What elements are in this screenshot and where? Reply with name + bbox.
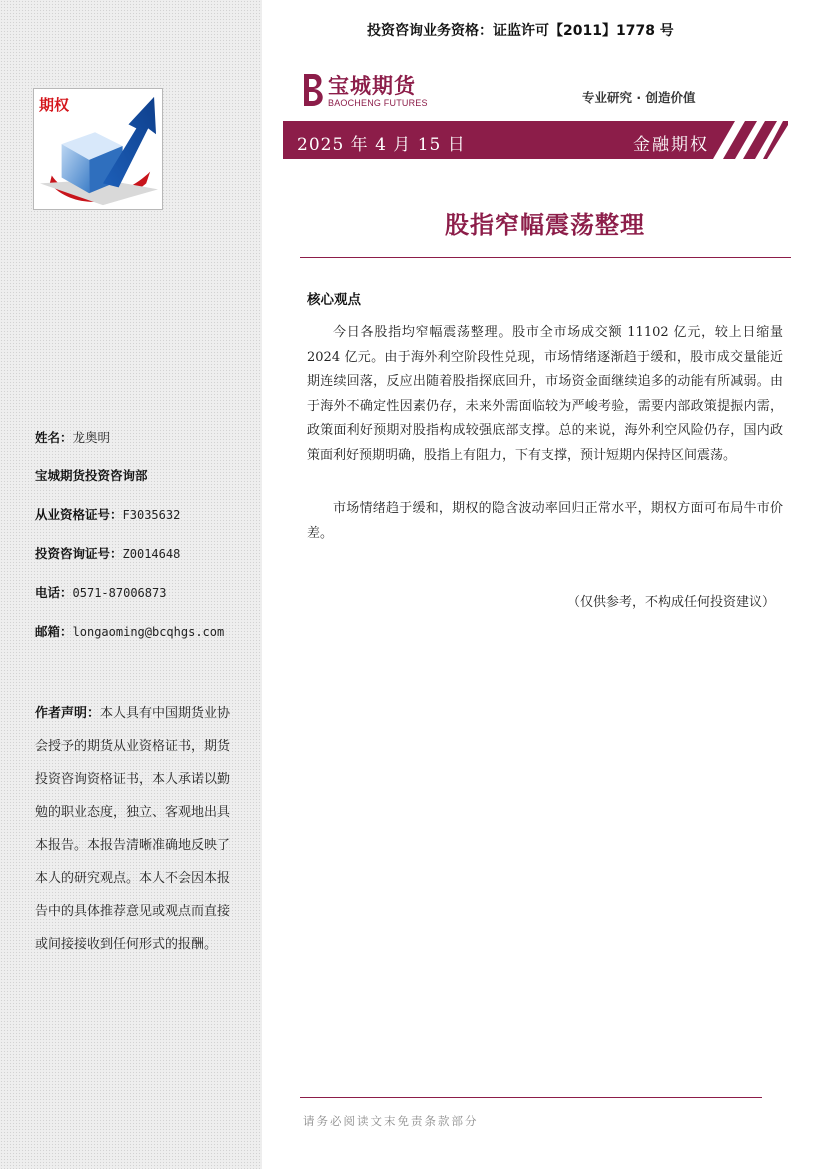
email [35,622,224,640]
title-divider [300,257,791,258]
report-date: 2025 年 4 月 15 日 [297,135,466,155]
report-category: 金融期权 [633,135,709,155]
cover-label: 期权 [39,96,70,114]
paragraph-1: 今日各股指均窄幅震荡整理。股市全市场成交额 11102 亿元，较上日缩量 2024 亿元。由于海外利空阶段性兑现，市场情绪逐渐趋于缓和，股市成交量能近期连续回落，反应出随着股指探底回升，市场资金面继续追多的动能有所减弱。由于海外不确定性因素仍存，未来外需面临较为严峻考验，需要内部政策提振内需，政策面利好预期对股指构成较强底部支撑。总的来说，海外利空风险仍存，国内政策面利好预期明确，股指上有阻力，下有支撑，预计短期内保持区间震荡。 [307,325,783,463]
license-label: 从业资格证号： [35,507,123,522]
email-label: 邮箱： [35,624,73,639]
logo-chinese-name: 宝城期货 [328,73,416,98]
footer-notice: 请务必阅读文末免责条款部分 [303,1114,479,1128]
advisory-number [35,544,180,562]
advisory-value: Z0014648 [122,547,181,561]
logo-english-name: BAOCHENG FUTURES [328,98,428,108]
license-number [35,505,180,523]
phone [35,583,166,601]
author-declaration [35,697,235,961]
advisory-label: 投资咨询证号： [35,546,123,561]
declaration-label: 作者声明： [35,706,101,721]
company-logo [298,70,438,112]
email-value: longaoming@bcqhgs.com [72,625,225,639]
cover-image [33,88,163,210]
department: 宝城期货投资咨询部 [35,468,148,483]
baocheng-logo-icon [298,72,328,108]
name-label: 姓名： [35,430,73,445]
paragraph-2: 市场情绪趋于缓和，期权的隐含波动率回归正常水平，期权方面可布局牛市价差。 [307,501,783,541]
name-value: 龙奥明 [72,430,111,445]
footer-divider [300,1097,762,1098]
disclaimer: （仅供参考，不构成任何投资建议） [566,595,775,610]
phone-value: 0571-87006873 [72,586,167,600]
license-value: F3035632 [122,508,181,522]
slogan: 专业研究 · 创造价值 [582,90,696,105]
date-banner [283,121,788,159]
report-title: 股指窄幅震荡整理 [445,211,645,239]
phone-label: 电话： [35,585,73,600]
sidebar [0,0,262,1169]
declaration-text: 本人具有中国期货业协会授予的期货从业资格证书，期货投资咨询资格证书，本人承诺以勤勉的职业态度，独立、客观地出具本报告。本报告清晰准确地反映了本人的研究观点。本人不会因本报告中的具体推荐意见或观点而直接或间接接收到任何形式的报酬。 [35,706,231,952]
author-name [35,428,110,446]
qualification-notice: 投资咨询业务资格：证监许可【2011】1778 号 [367,23,674,39]
section-title: 核心观点 [307,292,361,308]
